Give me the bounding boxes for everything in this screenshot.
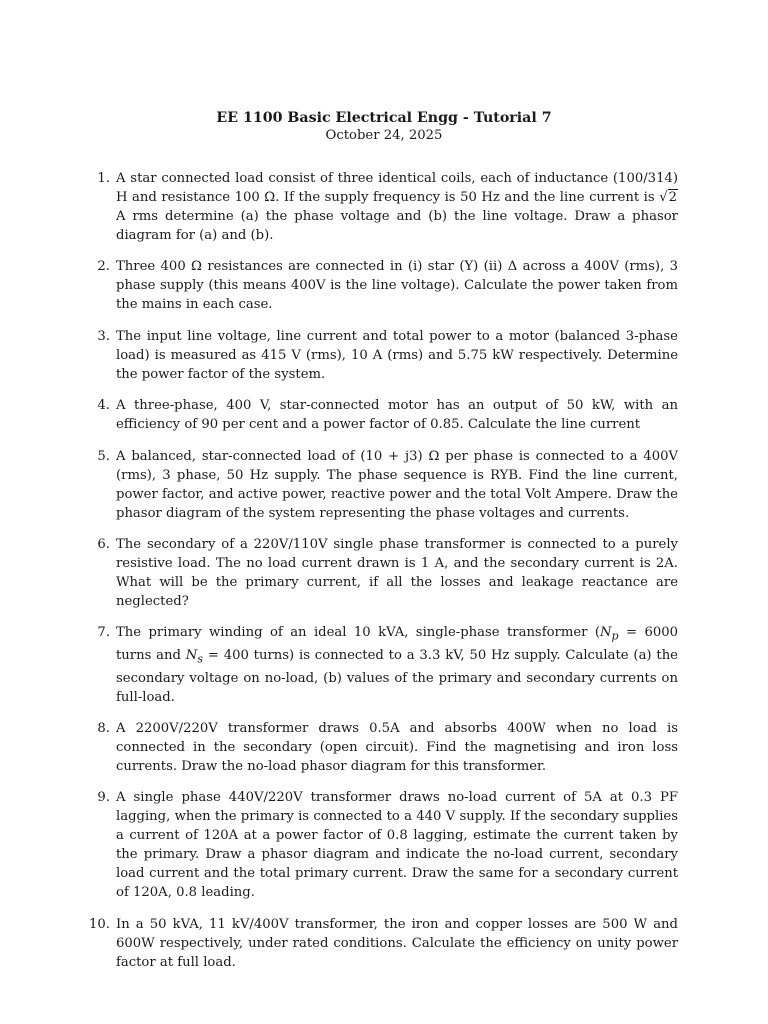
question-number: 6.: [97, 536, 110, 552]
document-title: EE 1100 Basic Electrical Engg - Tutorial 7: [216, 110, 552, 126]
document-date: October 24, 2025: [325, 128, 443, 143]
question-8: [97, 719, 678, 776]
ns-subscript: s: [197, 652, 203, 666]
question-list: [89, 169, 679, 984]
question-text: The secondary of a 220V/110V single phase transformer is connected to a purely resistive load. The no load current drawn is 1 A, and the secondary current is 2A. What will be the primary current, if all the losses and leakage reactance are neglected?: [116, 536, 678, 609]
question-3: [97, 327, 678, 384]
question-5: [97, 447, 678, 523]
question-text: A 2200V/220V transformer draws 0.5A and absorbs 400W when no load is connected in the secondary (open circuit). Find the magnetising and iron loss currents. Draw the no-load phasor diagram for this transformer.: [116, 721, 678, 775]
question-1: [97, 169, 678, 245]
sqrt-radicand: 2: [668, 190, 677, 205]
question-7: [97, 623, 679, 706]
question-10: [89, 915, 678, 972]
sqrt-expression: [659, 188, 678, 207]
question-text-part: The primary winding of an ideal 10 kVA, single-phase transformer (: [116, 625, 600, 641]
question-number: 4.: [97, 398, 110, 414]
question-number: 9.: [97, 790, 110, 806]
document-header: [0, 109, 768, 145]
question-text-part: A star connected load consist of three identical coils, each of inductance (100/314) H and resistance 100 Ω. If the supply frequency is 50 Hz and the line current is: [116, 171, 678, 205]
question-number: 7.: [97, 625, 110, 641]
question-number: 2.: [97, 259, 110, 275]
question-text: A balanced, star-connected load of (10 + j3) Ω per phase is connected to a 400V (rms), 3 phase, 50 Hz supply. The phase sequence is RYB. Find the line current, power factor, and active power, reactive power and the total Volt Ampere. Draw the phasor diagram of the system representing the phase voltages and currents.: [116, 448, 678, 521]
np-variable: N: [600, 625, 612, 641]
question-text: A single phase 440V/220V transformer draws no-load current of 5A at 0.3 PF lagging, when the primary is connected to a 440 V supply. If the secondary supplies a current of 120A at a power factor of 0.8 lagging, estimate the current taken by the primary. Draw a phasor diagram and indicate the no-load current, secondary load current and the total primary current. Draw the same for a secondary current of 120A, 0.8 leading.: [116, 790, 678, 901]
question-number: 8.: [97, 721, 110, 737]
question-number: 1.: [97, 171, 110, 186]
question-text: A three-phase, 400 V, star-connected motor has an output of 50 kW, with an efficiency of 90 per cent and a power factor of 0.85. Calculate the line current: [116, 398, 678, 433]
question-text: The input line voltage, line current and total power to a motor (balanced 3-phase load) is measured as 415 V (rms), 10 A (rms) and 5.75 kW respectively. Determine the power factor of the system.: [116, 328, 678, 382]
question-6: [97, 535, 678, 611]
question-4: [97, 396, 678, 434]
question-text: Three 400 Ω resistances are connected in (i) star (Y) (ii) Δ across a 400V (rms), 3 phase supply (this means 400V is the line voltage). Calculate the power taken from the mains in each case.: [116, 259, 678, 313]
question-text-part: = 6000 turns and: [116, 625, 679, 663]
question-number: 5.: [97, 448, 110, 464]
sqrt-symbol: √: [659, 190, 668, 205]
ns-variable: N: [185, 647, 198, 663]
question-9: [97, 788, 678, 902]
question-text-part: = 400 turns) is connected to a 3.3 kV, 50 Hz supply. Calculate (a) the secondary voltage on no-load, (b) values of the primary and secondary currents on full-load.: [116, 647, 678, 705]
question-number: 3.: [97, 328, 110, 344]
question-text: In a 50 kVA, 11 kV/400V transformer, the iron and copper losses are 500 W and 600W respectively, under rated conditions. Calculate the efficiency on unity power factor at full load.: [116, 916, 678, 970]
np-subscript: p: [611, 629, 619, 643]
question-number: 10.: [89, 916, 110, 932]
question-text-part: A rms determine (a) the phase voltage and (b) the line voltage. Draw a phasor diagram for (a) and (b).: [116, 209, 678, 243]
question-2: [97, 257, 678, 314]
